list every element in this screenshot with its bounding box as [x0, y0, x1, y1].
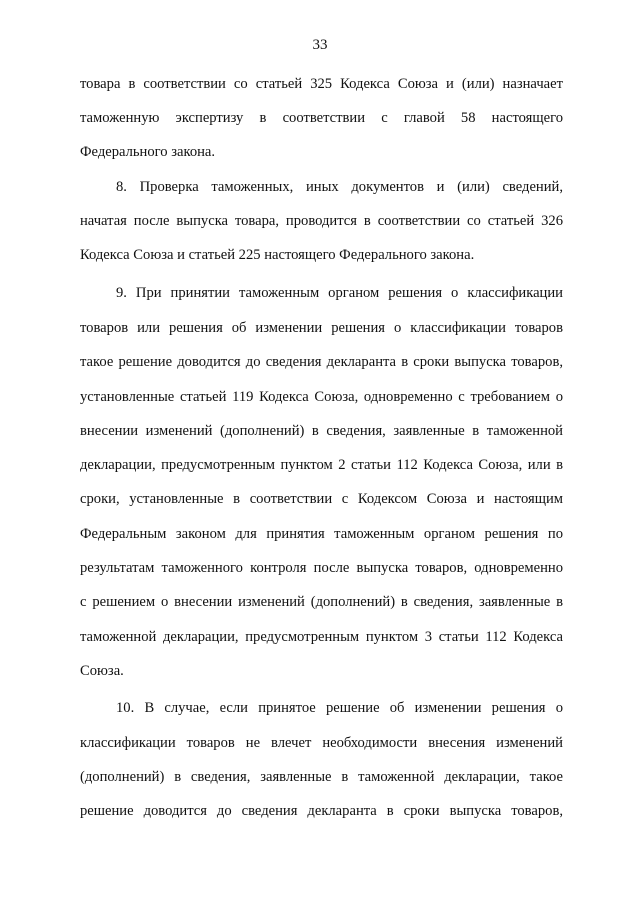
text-line: Союза. — [80, 663, 124, 679]
text-line: сроки, установленные в соответствии с Кодексом Союза и настоящим — [80, 491, 563, 507]
text-line: такое решение доводится до сведения декларанта в сроки выпуска товаров, — [80, 354, 563, 370]
text-line: 9. При принятии таможенным органом решения о классификации — [116, 285, 563, 301]
page-number: 33 — [312, 37, 328, 53]
text-line: таможенную экспертизу в соответствии с главой 58 настоящего — [80, 110, 563, 126]
text-line: 8. Проверка таможенных, иных документов и (или) сведений, — [116, 179, 563, 195]
text-line: результатам таможенного контроля после выпуска товаров, одновременно — [80, 560, 563, 576]
text-line: Кодекса Союза и статьей 225 настоящего Федерального закона. — [80, 247, 475, 263]
text-line: 10. В случае, если принятое решение об изменении решения о — [116, 700, 563, 716]
text-line: товаров или решения об изменении решения о классификации товаров — [80, 320, 563, 336]
text-line: решение доводится до сведения декларанта в сроки выпуска товаров, — [80, 803, 563, 819]
text-line: (дополнений) в сведения, заявленные в таможенной декларации, такое — [80, 769, 563, 785]
text-line: начатая после выпуска товара, проводится в соответствии со статьей 326 — [80, 213, 563, 229]
text-line: внесении изменений (дополнений) в сведения, заявленные в таможенной — [80, 423, 563, 439]
text-line: Федерального закона. — [80, 144, 216, 160]
text-line: Федеральным законом для принятия таможенным органом решения по — [80, 526, 563, 542]
text-line: декларации, предусмотренным пунктом 2 статьи 112 Кодекса Союза, или в — [80, 457, 563, 473]
text-line: классификации товаров не влечет необходимости внесения изменений — [80, 735, 563, 751]
text-line: с решением о внесении изменений (дополнений) в сведения, заявленные в — [80, 594, 563, 610]
text-line: таможенной декларации, предусмотренным пунктом 3 статьи 112 Кодекса — [80, 629, 563, 645]
text-line: товара в соответствии со статьей 325 Кодекса Союза и (или) назначает — [80, 76, 563, 92]
text-line: установленные статьей 119 Кодекса Союза, одновременно с требованием о — [80, 389, 563, 405]
